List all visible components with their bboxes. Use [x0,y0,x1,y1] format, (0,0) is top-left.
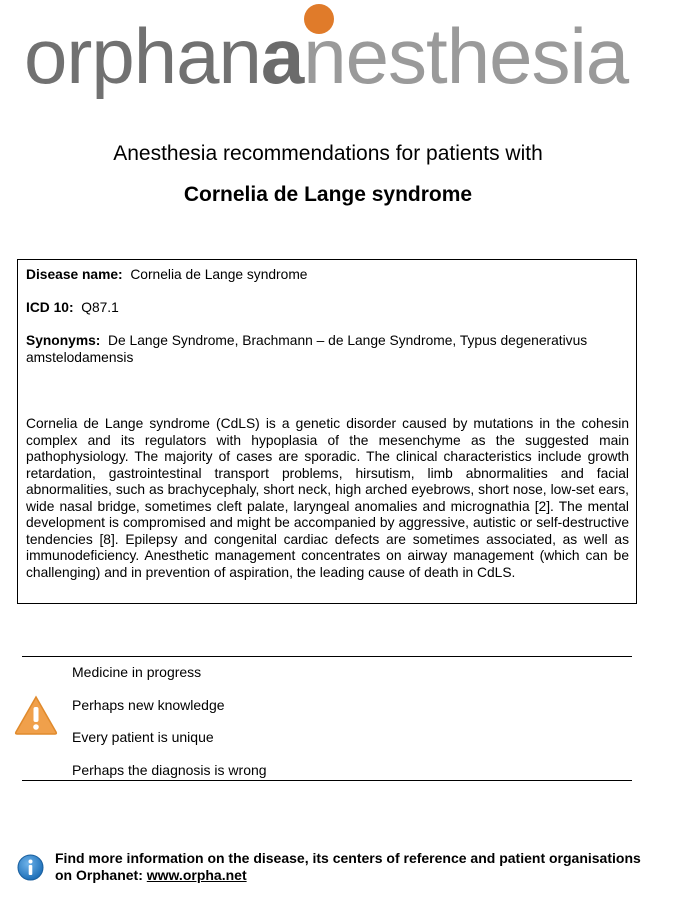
warning-triangle-icon [14,695,58,735]
disease-name-value: Cornelia de Lange syndrome [130,267,308,282]
orphanet-link[interactable]: www.orpha.net [146,867,247,883]
icd-row [26,300,629,317]
disclaimer-section [22,656,632,781]
disclaimer-item: Perhaps the diagnosis is wrong [72,762,267,778]
icd-value: Q87.1 [81,300,119,315]
disclaimer-item: Perhaps new knowledge [72,697,225,713]
disease-name-label: Disease name: [26,267,123,282]
disclaimer-item: Every patient is unique [72,729,214,745]
logo-text-right: nesthesia [303,12,629,100]
disease-title: Cornelia de Lange syndrome [183,183,473,206]
disease-name-row [26,267,629,284]
logo-text-left: orphan [24,12,261,100]
orphananesthesia-logo [24,2,644,98]
info-icon [17,854,44,881]
orphanet-info [17,848,647,888]
info-text [55,850,647,884]
disclaimer-item: Medicine in progress [72,664,202,680]
synonyms-row [26,333,629,366]
disease-summary-box [17,259,637,604]
page-title: Anesthesia recommendations for patients with [113,142,543,165]
synonyms-label: Synonyms: [26,333,101,348]
disease-description: Cornelia de Lange syndrome (CdLS) is a genetic disorder caused by mutations in the cohesin complex and its regulators with hypoplasia of the mesenchyme as the suggested main pathophysiology. The majority of cases are sporadic. The clinical characteristics include growth retardation, gastrointestinal transport problems, hirsutism, limb abnormalities and facial abnormalities, such as brachycephaly, short neck, high arched eyebrows, short nose, low-set ears, wide nasal bridge, sometimes cleft palate, laryngeal anomalies and micrognathia [2]. The mental development is compromised and might be accompanied by aggressive, autistic or self-destructive tendencies [8]. Epilepsy and congenital cardiac defects are sometimes associated, as well as immunodeficiency. Anesthetic management concentrates on airway management (which can be challenging) and in prevention of aspiration, the leading cause of death in CdLS. [26,416,629,580]
icd-label: ICD 10: [26,300,74,315]
info-text-body: Find more information on the disease, its centers of reference and patient organisations on Orphanet: [55,850,641,883]
logo-text-mark: a [260,12,304,100]
logo-text [24,12,629,100]
synonyms-value: De Lange Syndrome, Brachmann – de Lange Syndrome, Typus degenerativus amstelodamensis [26,333,588,365]
